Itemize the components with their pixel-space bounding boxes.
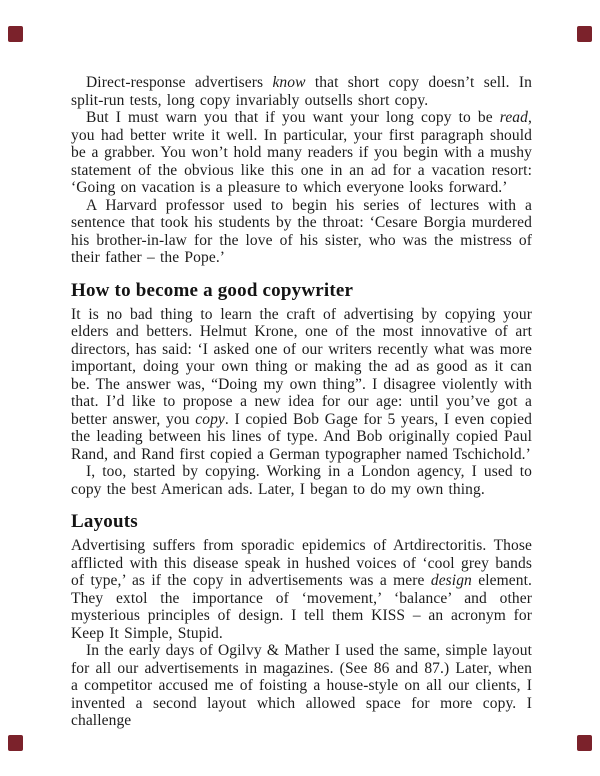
text-run: But I must warn you that if you want your long copy to be: [86, 109, 500, 126]
italic-run: copy: [195, 410, 225, 428]
italic-run: know: [272, 74, 306, 91]
body-paragraph: [71, 306, 532, 464]
body-paragraph: [71, 463, 532, 498]
section-heading: How to become a good copywriter: [71, 279, 354, 301]
text-run: It is no bad thing to learn the craft of advertising by copying your elders and betters. Helmut Krone, one of the most innovative of art directors, has said: ‘I asked one of our writers recently what was more important, doing your own thing or making the ad as good as it can be. The answer was, “Doing my own thing”. I disagree violently with that. I’d like to propose a new idea for our age: until you’ve got a better answer, you: [71, 305, 532, 428]
section-heading: Layouts: [71, 511, 138, 532]
corner-mark-top-left: [8, 26, 23, 42]
text-run: A Harvard professor used to begin his series of lectures with a sentence that took his students by the throat: ‘Cesare Borgia murdered his brother-in-law for the love of his sister, who was the mistress of their father – the Pope.’: [71, 196, 532, 266]
corner-mark-bottom-right: [577, 735, 592, 751]
body-paragraph: [71, 642, 532, 730]
text-run: that short copy doesn’t sell. In split-run tests, long copy invariably outsells short copy.: [71, 74, 532, 109]
text-run: , you had better write it well. In particular, your first paragraph should be a grabber. You won’t hold many readers if you begin with a mushy statement of the obvious like this one in an ad for a vacation resort: ‘Going on vacation is a pleasure to which everyone looks forward.’: [71, 109, 532, 196]
italic-run: read: [499, 109, 529, 126]
text-run: . I copied Bob Gage for 5 years, I even copied the leading between his lines of type. And Bob originally copied Paul Rand, and Rand first copied a German typographer named Tschichold.’: [71, 410, 532, 463]
body-paragraph: [71, 197, 532, 267]
text-run: Direct-response advertisers: [86, 74, 273, 91]
corner-mark-top-right: [577, 26, 592, 42]
corner-mark-bottom-left: [8, 735, 23, 751]
text-run: element. They extol the importance of ‘movement,’ ‘balance’ and other mysterious principles of design. I tell them KISS – an acronym for Keep It Simple, Stupid.: [71, 572, 532, 642]
body-paragraph: [71, 109, 532, 197]
text-run: Advertising suffers from sporadic epidemics of Artdirectoritis. Those afflicted with this disease speak in hushed voices of ‘cool grey bands of type,’ as if the copy in advertisements was a mere: [71, 537, 532, 589]
italic-run: design: [430, 572, 472, 589]
body-paragraph: [71, 537, 532, 642]
text-run: In the early days of Ogilvy & Mather I used the same, simple layout for all our advertisements in magazines. (See 86 and 87.) Later, when a competitor accused me of foisting a house-style on all our clients, I invented a second layout which allowed space for more copy. I challenge: [71, 642, 532, 729]
body-paragraph: [71, 74, 532, 109]
text-run: I, too, started by copying. Working in a London agency, I used to copy the best American ads. Later, I began to do my own thing.: [71, 463, 532, 498]
page-text-block: [71, 74, 532, 730]
